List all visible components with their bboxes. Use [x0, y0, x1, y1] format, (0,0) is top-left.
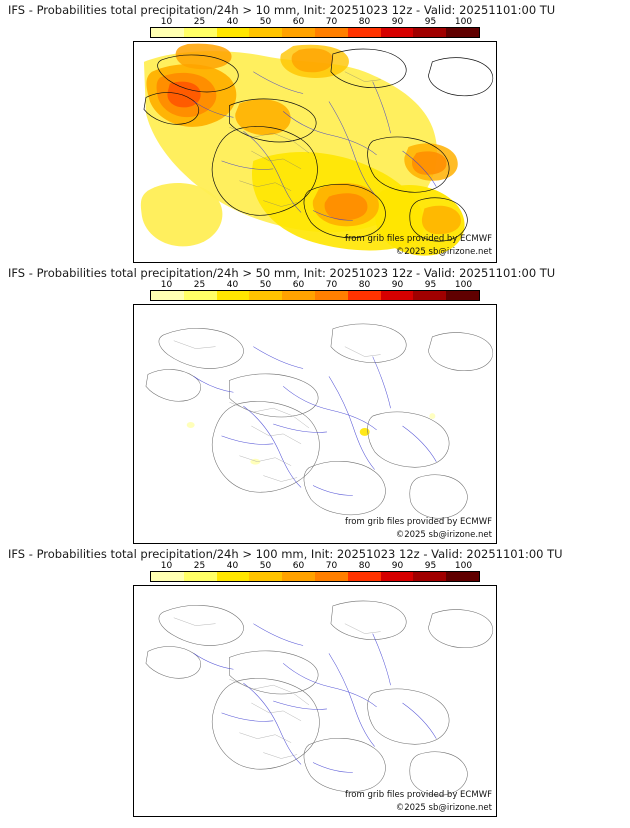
- legend-swatch: [446, 28, 479, 37]
- legend-swatch: [348, 572, 381, 581]
- legend-10mm: [150, 17, 480, 39]
- legend-tick: 10: [160, 280, 173, 290]
- copyright-10mm: ©2025 sb@irizone.net: [395, 247, 492, 257]
- legend-tick: 25: [193, 280, 206, 290]
- map-gt-100mm[interactable]: [133, 585, 497, 817]
- legend-swatch: [446, 572, 479, 581]
- legend-swatch: [151, 28, 184, 37]
- legend-swatch: [381, 572, 414, 581]
- legend-tick: 95: [424, 17, 437, 27]
- legend-swatch: [413, 291, 446, 300]
- legend-swatch: [282, 28, 315, 37]
- source-note-10mm: from grib files provided by ECMWF: [345, 234, 492, 244]
- legend-tick: 25: [193, 561, 206, 571]
- legend-colorbar-100mm: [150, 571, 480, 582]
- legend-tick: 80: [358, 17, 371, 27]
- legend-tick: 60: [292, 280, 305, 290]
- legend-swatch: [282, 572, 315, 581]
- legend-tick: 40: [226, 17, 239, 27]
- legend-swatch: [315, 572, 348, 581]
- legend-tick: 100: [454, 280, 473, 290]
- source-note-50mm: from grib files provided by ECMWF: [345, 517, 492, 527]
- legend-tick: 50: [259, 280, 272, 290]
- legend-tick: 50: [259, 561, 272, 571]
- legend-tick: 70: [325, 280, 338, 290]
- map-gt-10mm[interactable]: [133, 41, 497, 263]
- legend-tick: 25: [193, 17, 206, 27]
- legend-tick: 40: [226, 280, 239, 290]
- map-canvas-50mm: [134, 305, 496, 543]
- legend-swatch: [184, 572, 217, 581]
- legend-swatch: [217, 28, 250, 37]
- legend-swatch: [348, 291, 381, 300]
- source-note-100mm: from grib files provided by ECMWF: [345, 790, 492, 800]
- legend-swatch: [217, 572, 250, 581]
- legend-tick: 90: [391, 280, 404, 290]
- legend-tick: 80: [358, 561, 371, 571]
- legend-tick: 10: [160, 561, 173, 571]
- legend-swatch: [151, 291, 184, 300]
- legend-tick: 10: [160, 17, 173, 27]
- panel-title-50mm: IFS - Probabilities total precipitation/24h > 50 mm, Init: 20251023 12z - Valid: 20251101:00 TU: [8, 266, 556, 280]
- map-canvas-100mm: [134, 586, 496, 816]
- legend-tick: 80: [358, 280, 371, 290]
- panel-gt-100mm: [0, 544, 630, 817]
- legend-tick: 95: [424, 280, 437, 290]
- legend-100mm: [150, 561, 480, 583]
- legend-swatch: [282, 291, 315, 300]
- legend-ticks-100mm: [150, 561, 480, 571]
- legend-ticks-10mm: [150, 17, 480, 27]
- legend-swatch: [249, 291, 282, 300]
- legend-swatch: [315, 28, 348, 37]
- legend-swatch: [249, 572, 282, 581]
- legend-tick: 60: [292, 561, 305, 571]
- legend-tick: 100: [454, 17, 473, 27]
- legend-tick: 100: [454, 561, 473, 571]
- panel-gt-10mm: [0, 0, 630, 263]
- panel-title-10mm: IFS - Probabilities total precipitation/24h > 10 mm, Init: 20251023 12z - Valid: 20251101:00 TU: [8, 3, 556, 17]
- legend-tick: 90: [391, 17, 404, 27]
- legend-tick: 60: [292, 17, 305, 27]
- legend-tick: 50: [259, 17, 272, 27]
- legend-swatch: [381, 291, 414, 300]
- legend-tick: 70: [325, 561, 338, 571]
- map-gt-50mm[interactable]: [133, 304, 497, 544]
- legend-swatch: [184, 291, 217, 300]
- legend-tick: 95: [424, 561, 437, 571]
- legend-swatch: [151, 572, 184, 581]
- legend-colorbar-10mm: [150, 27, 480, 38]
- legend-swatch: [348, 28, 381, 37]
- panel-gt-50mm: [0, 263, 630, 544]
- legend-swatch: [315, 291, 348, 300]
- legend-tick: 90: [391, 561, 404, 571]
- legend-tick: 40: [226, 561, 239, 571]
- legend-swatch: [446, 291, 479, 300]
- legend-swatch: [413, 572, 446, 581]
- legend-ticks-50mm: [150, 280, 480, 290]
- legend-swatch: [381, 28, 414, 37]
- map-canvas-10mm: [134, 42, 496, 262]
- legend-colorbar-50mm: [150, 290, 480, 301]
- legend-swatch: [217, 291, 250, 300]
- legend-50mm: [150, 280, 480, 302]
- legend-swatch: [249, 28, 282, 37]
- legend-swatch: [184, 28, 217, 37]
- copyright-100mm: ©2025 sb@irizone.net: [395, 803, 492, 813]
- legend-swatch: [413, 28, 446, 37]
- panel-title-100mm: IFS - Probabilities total precipitation/24h > 100 mm, Init: 20251023 12z - Valid: 20251101:00 TU: [8, 547, 563, 561]
- copyright-50mm: ©2025 sb@irizone.net: [395, 530, 492, 540]
- legend-tick: 70: [325, 17, 338, 27]
